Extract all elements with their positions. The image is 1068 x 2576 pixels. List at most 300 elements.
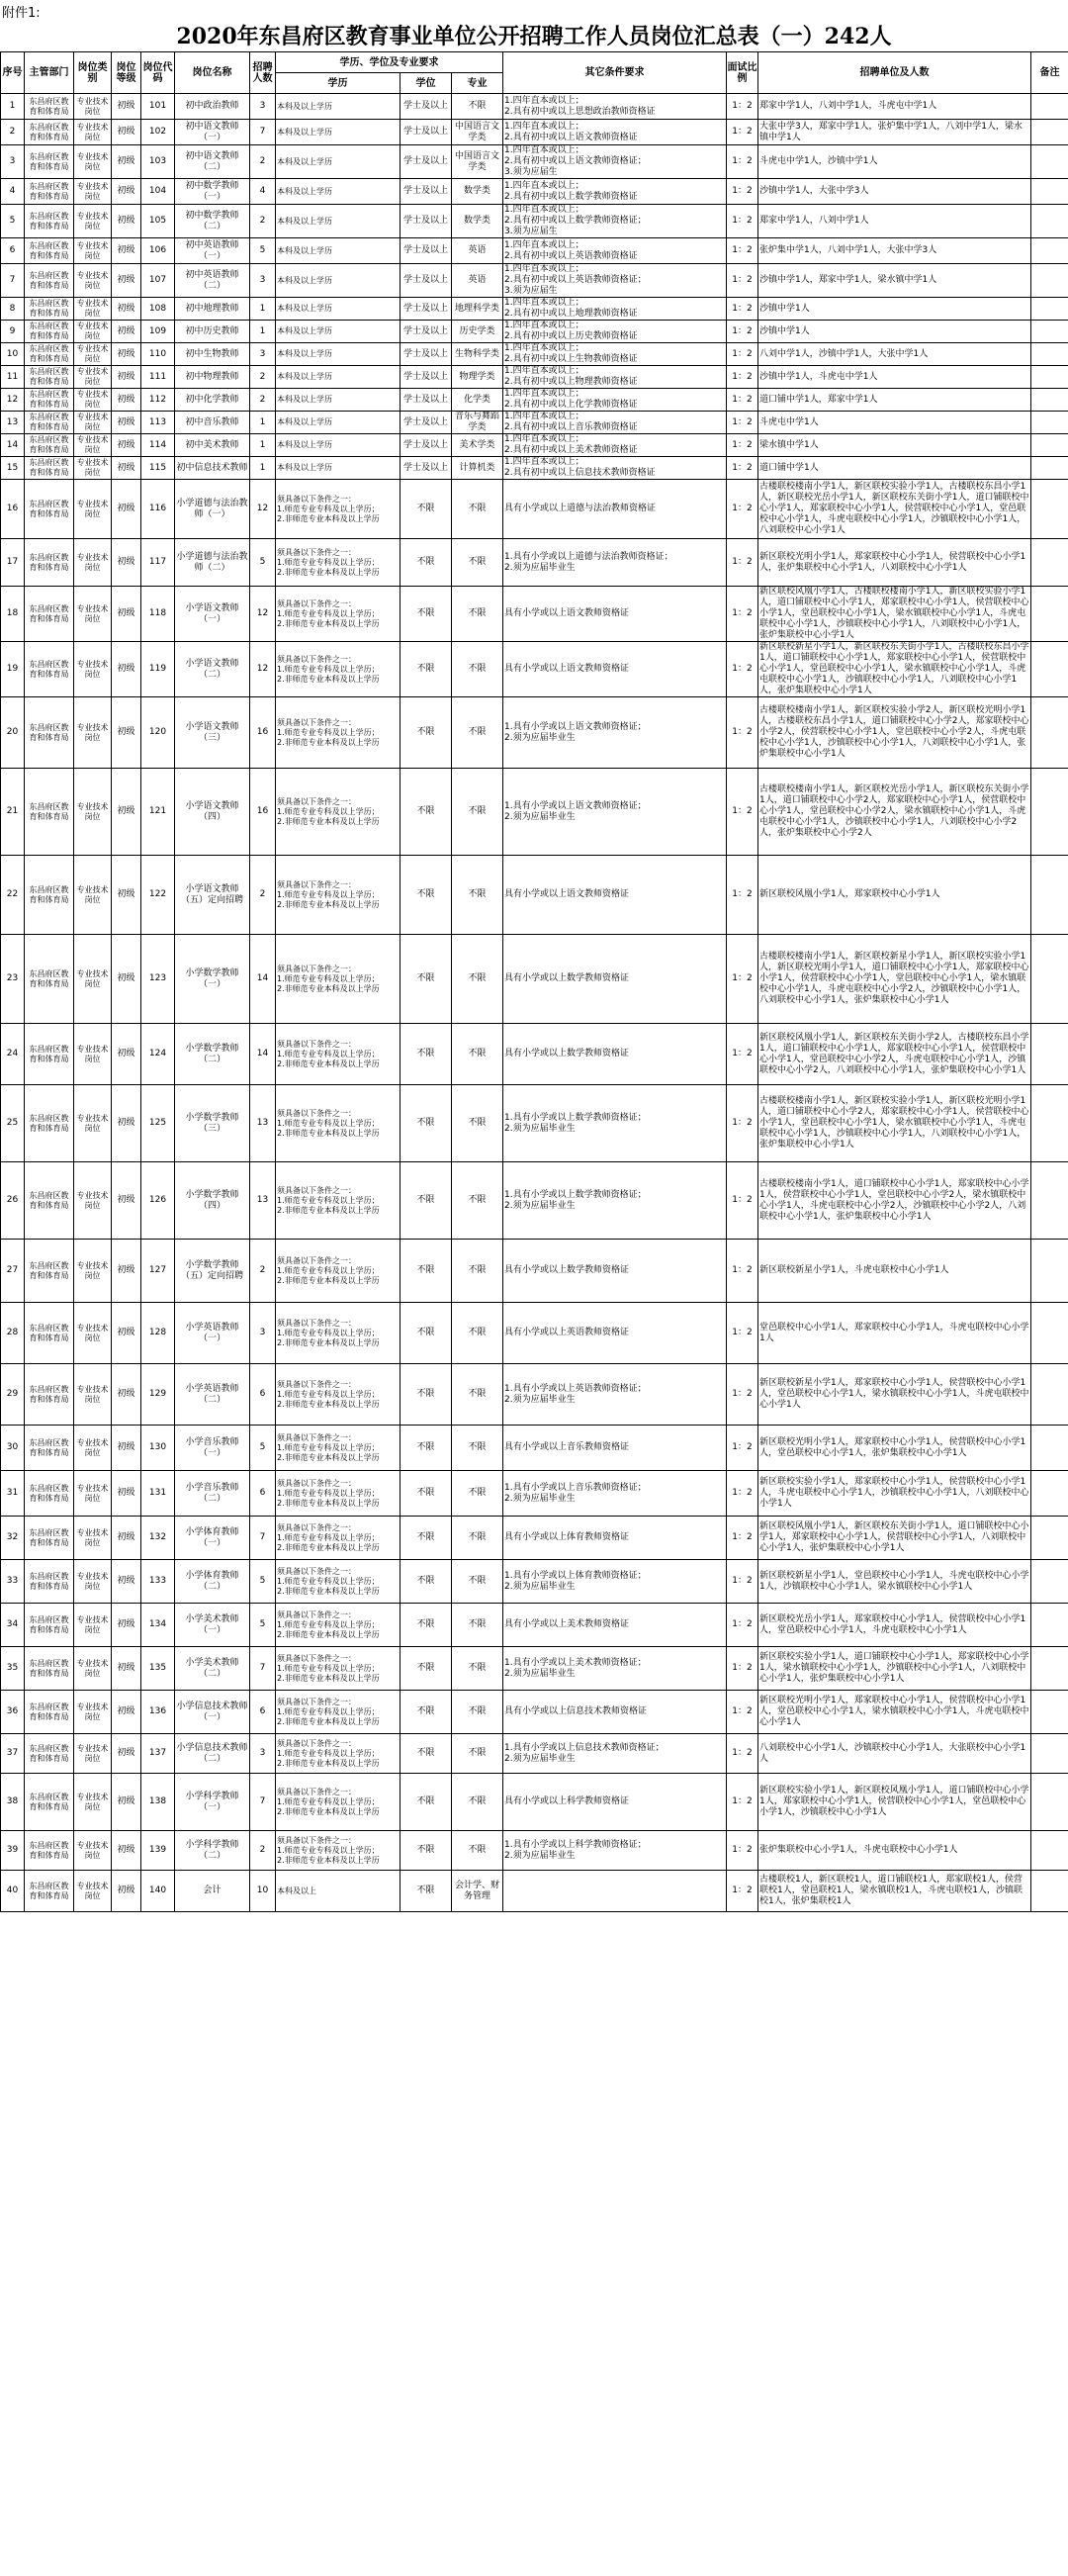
post-name-cell: 小学信息技术教师（二）	[175, 1734, 250, 1774]
dept-cell: 东昌府区教育和体育局	[25, 389, 74, 412]
remark-cell	[1031, 298, 1068, 321]
level-cell: 初级	[112, 412, 141, 434]
dept-cell: 东昌府区教育和体育局	[25, 1085, 74, 1162]
header-edu: 学历	[276, 73, 400, 94]
remark-cell	[1031, 1303, 1068, 1364]
major-cell: 不限	[452, 1240, 503, 1303]
units-cell: 新区联校新星小学1人，郑家联校中心小学1人，侯营联校中心小学1人，堂邑联校中心小学1人，梁水镇联校中心小学1人，斗虎屯联校中心小学1人	[758, 1364, 1031, 1426]
ratio-cell: 1：2	[727, 145, 758, 179]
units-cell: 郑家中学1人，八刘中学1人，斗虎屯中学1人	[758, 94, 1031, 120]
other-cell: 1.四年直本或以上； 2.具有初中或以上物理教师资格证	[503, 366, 727, 389]
level-cell: 初级	[112, 238, 141, 264]
other-cell: 具有小学或以上道德与法治教师资格证	[503, 480, 727, 539]
ratio-cell: 1：2	[727, 94, 758, 120]
post-name-cell: 小学美术教师（二）	[175, 1647, 250, 1691]
category-cell: 专业技术岗位	[74, 587, 112, 642]
category-cell: 专业技术岗位	[74, 389, 112, 412]
dept-cell: 东昌府区教育和体育局	[25, 321, 74, 343]
table-row	[1, 1085, 1068, 1162]
remark-cell	[1031, 238, 1068, 264]
units-cell: 新区联校新星小学1人，堂邑联校中心小学1人，斗虎屯联校中心小学1人，沙镇联校中心小学1人，梁水镇联校中心小学1人	[758, 1560, 1031, 1604]
degree-cell: 不限	[400, 1604, 452, 1647]
other-cell: 1.四年直本或以上； 2.具有初中或以上语文教师资格证	[503, 120, 727, 145]
dept-cell: 东昌府区教育和体育局	[25, 1240, 74, 1303]
table-row	[1, 1471, 1068, 1517]
category-cell: 专业技术岗位	[74, 1604, 112, 1647]
code-cell: 126	[141, 1162, 175, 1240]
dept-cell: 东昌府区教育和体育局	[25, 697, 74, 769]
code-cell: 132	[141, 1517, 175, 1560]
remark-cell	[1031, 1691, 1068, 1734]
major-cell: 地理科学类	[452, 298, 503, 321]
row-number: 11	[1, 366, 25, 389]
dept-cell: 东昌府区教育和体育局	[25, 205, 74, 238]
row-number: 22	[1, 856, 25, 935]
level-cell: 初级	[112, 1691, 141, 1734]
degree-cell: 学士及以上	[400, 412, 452, 434]
category-cell: 专业技术岗位	[74, 769, 112, 856]
edu-cell: 须具备以下条件之一： 1.师范专业专科及以上学历； 2.非师范专业本科及以上学历	[276, 856, 400, 935]
units-cell: 道口铺中学1人，郑家中学1人	[758, 389, 1031, 412]
count-cell: 1	[250, 434, 276, 457]
remark-cell	[1031, 1831, 1068, 1871]
major-cell: 不限	[452, 1560, 503, 1604]
other-cell: 具有小学或以上科学教师资格证	[503, 1774, 727, 1831]
post-name-cell: 初中美术教师	[175, 434, 250, 457]
count-cell: 3	[250, 1734, 276, 1774]
category-cell: 专业技术岗位	[74, 120, 112, 145]
code-cell: 131	[141, 1471, 175, 1517]
table-row	[1, 1691, 1068, 1734]
edu-cell: 须具备以下条件之一： 1.师范专业专科及以上学历； 2.非师范专业本科及以上学历	[276, 587, 400, 642]
other-cell: 具有小学或以上音乐教师资格证	[503, 1426, 727, 1471]
ratio-cell: 1：2	[727, 769, 758, 856]
dept-cell: 东昌府区教育和体育局	[25, 642, 74, 697]
row-number: 1	[1, 94, 25, 120]
count-cell: 2	[250, 1240, 276, 1303]
level-cell: 初级	[112, 1831, 141, 1871]
post-name-cell: 小学数学教师（四）	[175, 1162, 250, 1240]
remark-cell	[1031, 1162, 1068, 1240]
header-edu-group: 学历、学位及专业要求	[276, 52, 503, 73]
code-cell: 128	[141, 1303, 175, 1364]
major-cell: 英语	[452, 264, 503, 298]
code-cell: 134	[141, 1604, 175, 1647]
post-name-cell: 小学体育教师（二）	[175, 1560, 250, 1604]
units-cell: 郑家中学1人，八刘中学1人	[758, 205, 1031, 238]
edu-cell: 须具备以下条件之一： 1.师范专业专科及以上学历； 2.非师范专业本科及以上学历	[276, 1364, 400, 1426]
row-number: 14	[1, 434, 25, 457]
other-cell: 1.具有小学或以上数学教师资格证； 2.须为应届毕业生	[503, 1085, 727, 1162]
edu-cell: 本科及以上学历	[276, 238, 400, 264]
units-cell: 新区联校新星小学1人，斗虎屯联校中心小学1人	[758, 1240, 1031, 1303]
level-cell: 初级	[112, 642, 141, 697]
code-cell: 102	[141, 120, 175, 145]
degree-cell: 学士及以上	[400, 94, 452, 120]
degree-cell: 不限	[400, 587, 452, 642]
degree-cell: 不限	[400, 1162, 452, 1240]
row-number: 8	[1, 298, 25, 321]
code-cell: 108	[141, 298, 175, 321]
ratio-cell: 1：2	[727, 1364, 758, 1426]
table-row	[1, 697, 1068, 769]
level-cell: 初级	[112, 587, 141, 642]
category-cell: 专业技术岗位	[74, 145, 112, 179]
other-cell: 具有小学或以上数学教师资格证	[503, 1240, 727, 1303]
header-category: 岗位类别	[74, 52, 112, 94]
level-cell: 初级	[112, 457, 141, 480]
units-cell: 新区联校实验小学1人，郑家联校中心小学1人，侯营联校中心小学1人，斗虎屯联校中心小学1人，沙镇联校中心小学1人，八刘联校中心小学1人	[758, 1471, 1031, 1517]
other-cell: 1.具有小学或以上语文教师资格证； 2.须为应届毕业生	[503, 769, 727, 856]
table-row	[1, 145, 1068, 179]
units-cell: 新区联校实验小学1人，新区联校风凰小学1人，道口铺联校中心小学1人，郑家联校中心小学1人，侯营联校中心小学1人，堂邑联校中心小学1人，沙镇联校中心小学1人	[758, 1774, 1031, 1831]
post-name-cell: 初中地理教师	[175, 298, 250, 321]
other-cell: 1.四年直本或以上； 2.具有初中或以上生物教师资格证	[503, 343, 727, 366]
remark-cell	[1031, 1774, 1068, 1831]
degree-cell: 不限	[400, 856, 452, 935]
row-number: 37	[1, 1734, 25, 1774]
count-cell: 14	[250, 1024, 276, 1085]
code-cell: 109	[141, 321, 175, 343]
count-cell: 3	[250, 94, 276, 120]
header-ratio: 面试比例	[727, 52, 758, 94]
edu-cell: 本科及以上学历	[276, 145, 400, 179]
count-cell: 1	[250, 412, 276, 434]
category-cell: 专业技术岗位	[74, 1647, 112, 1691]
degree-cell: 不限	[400, 1240, 452, 1303]
category-cell: 专业技术岗位	[74, 1517, 112, 1560]
code-cell: 110	[141, 343, 175, 366]
other-cell: 具有小学或以上信息技术教师资格证	[503, 1691, 727, 1734]
table-row	[1, 480, 1068, 539]
count-cell: 2	[250, 389, 276, 412]
edu-cell: 须具备以下条件之一： 1.师范专业专科及以上学历； 2.非师范专业本科及以上学历	[276, 1162, 400, 1240]
table-row	[1, 1364, 1068, 1426]
row-number: 34	[1, 1604, 25, 1647]
header-level: 岗位等级	[112, 52, 141, 94]
major-cell: 数学类	[452, 179, 503, 205]
post-name-cell: 小学体育教师（一）	[175, 1517, 250, 1560]
other-cell: 具有小学或以上语文教师资格证	[503, 642, 727, 697]
edu-cell: 须具备以下条件之一： 1.师范专业专科及以上学历； 2.非师范专业本科及以上学历	[276, 539, 400, 587]
count-cell: 13	[250, 1085, 276, 1162]
count-cell: 6	[250, 1364, 276, 1426]
code-cell: 129	[141, 1364, 175, 1426]
code-cell: 101	[141, 94, 175, 120]
post-name-cell: 小学语文教师（三）	[175, 697, 250, 769]
code-cell: 114	[141, 434, 175, 457]
row-number: 15	[1, 457, 25, 480]
post-name-cell: 初中语文教师（二）	[175, 145, 250, 179]
code-cell: 116	[141, 480, 175, 539]
post-name-cell: 小学数学教师（五）定向招聘	[175, 1240, 250, 1303]
ratio-cell: 1：2	[727, 587, 758, 642]
code-cell: 112	[141, 389, 175, 412]
post-name-cell: 小学数学教师（三）	[175, 1085, 250, 1162]
row-number: 33	[1, 1560, 25, 1604]
dept-cell: 东昌府区教育和体育局	[25, 480, 74, 539]
major-cell: 美术学类	[452, 434, 503, 457]
count-cell: 14	[250, 935, 276, 1024]
post-name-cell: 初中数学教师（一）	[175, 179, 250, 205]
count-cell: 7	[250, 1647, 276, 1691]
degree-cell: 学士及以上	[400, 457, 452, 480]
degree-cell: 不限	[400, 935, 452, 1024]
edu-cell: 本科及以上学历	[276, 321, 400, 343]
degree-cell: 不限	[400, 1085, 452, 1162]
remark-cell	[1031, 480, 1068, 539]
category-cell: 专业技术岗位	[74, 457, 112, 480]
dept-cell: 东昌府区教育和体育局	[25, 1560, 74, 1604]
level-cell: 初级	[112, 434, 141, 457]
units-cell: 斗虎屯中学1人	[758, 412, 1031, 434]
ratio-cell: 1：2	[727, 1303, 758, 1364]
level-cell: 初级	[112, 1426, 141, 1471]
degree-cell: 不限	[400, 1691, 452, 1734]
level-cell: 初级	[112, 480, 141, 539]
degree-cell: 不限	[400, 480, 452, 539]
units-cell: 古楼联校楼南小学1人，道口铺联校中心小学1人，郑家联校中心小学1人，侯营联校中心小学1人，堂邑联校中心小学2人，梁水镇联校中心小学1人，斗虎屯联校中心小学2人，沙镇联校中心小学2人，八刘联校中心小学1人，张炉集联校中心小学1人	[758, 1162, 1031, 1240]
post-name-cell: 小学数学教师（二）	[175, 1024, 250, 1085]
level-cell: 初级	[112, 1604, 141, 1647]
code-cell: 123	[141, 935, 175, 1024]
row-number: 29	[1, 1364, 25, 1426]
remark-cell	[1031, 1647, 1068, 1691]
remark-cell	[1031, 1871, 1068, 1912]
row-number: 39	[1, 1831, 25, 1871]
ratio-cell: 1：2	[727, 1604, 758, 1647]
other-cell: 1.四年直本或以上； 2.具有初中或以上音乐教师资格证	[503, 412, 727, 434]
code-cell: 133	[141, 1560, 175, 1604]
post-name-cell: 小学语文教师（四）	[175, 769, 250, 856]
units-cell: 古楼联校楼南小学1人，新区联校实验小学1人，古楼联校东昌小学1人，新区联校光岳小学1人，新区联校东关街小学1人，道口铺联校中心小学1人，郑家联校中心小学1人，侯营联校中心小学1人，堂邑联校中心小学1人，斗虎屯联校中心小学1人，沙镇联校中心小学1人，八刘联校中心小学1人	[758, 480, 1031, 539]
dept-cell: 东昌府区教育和体育局	[25, 1426, 74, 1471]
other-cell: 1.具有小学或以上英语教师资格证； 2.须为应届毕业生	[503, 1364, 727, 1426]
category-cell: 专业技术岗位	[74, 238, 112, 264]
other-cell: 具有小学或以上美术教师资格证	[503, 1604, 727, 1647]
other-cell: 1.四年直本或以上； 2.具有初中或以上思想政治教师资格证	[503, 94, 727, 120]
ratio-cell: 1：2	[727, 238, 758, 264]
units-cell: 沙镇中学1人	[758, 321, 1031, 343]
table-row	[1, 205, 1068, 238]
remark-cell	[1031, 935, 1068, 1024]
dept-cell: 东昌府区教育和体育局	[25, 1774, 74, 1831]
major-cell: 不限	[452, 642, 503, 697]
count-cell: 7	[250, 1774, 276, 1831]
units-cell: 新区联校光明小学1人，郑家联校中心小学1人，侯营联校中心小学1人，堂邑联校中心小学1人，张炉集联校中心小学1人	[758, 1426, 1031, 1471]
edu-cell: 须具备以下条件之一： 1.师范专业专科及以上学历； 2.非师范专业本科及以上学历	[276, 1734, 400, 1774]
ratio-cell: 1：2	[727, 480, 758, 539]
degree-cell: 不限	[400, 642, 452, 697]
count-cell: 10	[250, 1871, 276, 1912]
code-cell: 124	[141, 1024, 175, 1085]
dept-cell: 东昌府区教育和体育局	[25, 94, 74, 120]
code-cell: 106	[141, 238, 175, 264]
table-row	[1, 769, 1068, 856]
dept-cell: 东昌府区教育和体育局	[25, 1871, 74, 1912]
units-cell: 沙镇中学1人，大张中学3人	[758, 179, 1031, 205]
ratio-cell: 1：2	[727, 412, 758, 434]
level-cell: 初级	[112, 1364, 141, 1426]
edu-cell: 须具备以下条件之一： 1.师范专业专科及以上学历； 2.非师范专业本科及以上学历	[276, 1604, 400, 1647]
table-row	[1, 1647, 1068, 1691]
row-number: 24	[1, 1024, 25, 1085]
edu-cell: 本科及以上学历	[276, 366, 400, 389]
ratio-cell: 1：2	[727, 1240, 758, 1303]
row-number: 18	[1, 587, 25, 642]
category-cell: 专业技术岗位	[74, 642, 112, 697]
remark-cell	[1031, 539, 1068, 587]
major-cell: 不限	[452, 1774, 503, 1831]
count-cell: 12	[250, 587, 276, 642]
post-name-cell: 小学科学教师（一）	[175, 1774, 250, 1831]
units-cell: 新区联校新星小学1人，新区联校东关街小学1人，古楼联校东昌小学1人，道口铺联校中心小学1人，郑家联校中心小学1人，侯营联校中心小学1人，堂邑联校中心小学1人，梁水镇联校中心小学1人，斗虎屯联校中心小学1人，沙镇联校中心小学1人，八刘联校中心小学1人，张炉集联校中心小学1人	[758, 642, 1031, 697]
major-cell: 会计学、财务管理	[452, 1871, 503, 1912]
level-cell: 初级	[112, 697, 141, 769]
major-cell: 不限	[452, 1604, 503, 1647]
header-remark: 备注	[1031, 52, 1068, 94]
row-number: 13	[1, 412, 25, 434]
major-cell: 中国语言文学类	[452, 120, 503, 145]
level-cell: 初级	[112, 145, 141, 179]
table-row	[1, 321, 1068, 343]
table-row	[1, 389, 1068, 412]
level-cell: 初级	[112, 366, 141, 389]
row-number: 32	[1, 1517, 25, 1560]
row-number: 21	[1, 769, 25, 856]
code-cell: 137	[141, 1734, 175, 1774]
category-cell: 专业技术岗位	[74, 1471, 112, 1517]
category-cell: 专业技术岗位	[74, 94, 112, 120]
major-cell: 化学类	[452, 389, 503, 412]
remark-cell	[1031, 366, 1068, 389]
degree-cell: 不限	[400, 1471, 452, 1517]
major-cell: 不限	[452, 539, 503, 587]
edu-cell: 须具备以下条件之一： 1.师范专业专科及以上学历； 2.非师范专业本科及以上学历	[276, 1471, 400, 1517]
post-name-cell: 初中化学教师	[175, 389, 250, 412]
remark-cell	[1031, 587, 1068, 642]
count-cell: 2	[250, 205, 276, 238]
remark-cell	[1031, 179, 1068, 205]
degree-cell: 不限	[400, 1517, 452, 1560]
level-cell: 初级	[112, 389, 141, 412]
header-other: 其它条件要求	[503, 52, 727, 94]
category-cell: 专业技术岗位	[74, 179, 112, 205]
post-name-cell: 初中音乐教师	[175, 412, 250, 434]
table-row	[1, 642, 1068, 697]
count-cell: 16	[250, 769, 276, 856]
table-row	[1, 935, 1068, 1024]
table-row	[1, 179, 1068, 205]
major-cell: 不限	[452, 1162, 503, 1240]
dept-cell: 东昌府区教育和体育局	[25, 457, 74, 480]
code-cell: 107	[141, 264, 175, 298]
remark-cell	[1031, 697, 1068, 769]
other-cell: 1.具有小学或以上美术教师资格证； 2.须为应届毕业生	[503, 1647, 727, 1691]
row-number: 38	[1, 1774, 25, 1831]
ratio-cell: 1：2	[727, 1774, 758, 1831]
code-cell: 135	[141, 1647, 175, 1691]
count-cell: 1	[250, 298, 276, 321]
row-number: 12	[1, 389, 25, 412]
count-cell: 16	[250, 697, 276, 769]
units-cell: 古楼联校楼南小学1人，新区联校实验小学2人，新区联校光明小学1人，古楼联校东昌小学1人，道口铺联校中心小学2人，郑家联校中心小学2人，侯营联校中心小学1人，堂邑联校中心小学2人，斗虎屯联校中心小学1人，沙镇联校中心小学1人，八刘联校中心小学1人，张炉集联校中心小学1人	[758, 697, 1031, 769]
edu-cell: 须具备以下条件之一： 1.师范专业专科及以上学历； 2.非师范专业本科及以上学历	[276, 769, 400, 856]
count-cell: 12	[250, 480, 276, 539]
remark-cell	[1031, 412, 1068, 434]
category-cell: 专业技术岗位	[74, 1085, 112, 1162]
edu-cell: 须具备以下条件之一： 1.师范专业专科及以上学历； 2.非师范专业本科及以上学历	[276, 480, 400, 539]
row-number: 3	[1, 145, 25, 179]
category-cell: 专业技术岗位	[74, 1162, 112, 1240]
level-cell: 初级	[112, 1085, 141, 1162]
units-cell: 新区联校光岳小学1人，郑家联校中心小学1人，侯营联校中心小学1人，堂邑联校中心小学1人，斗虎屯联校中心小学1人	[758, 1604, 1031, 1647]
table-row	[1, 264, 1068, 298]
major-cell: 数学类	[452, 205, 503, 238]
remark-cell	[1031, 856, 1068, 935]
units-cell: 新区联校实验小学1人，道口铺联校中心小学1人，郑家联校中心小学1人，梁水镇联校中心小学1人，沙镇联校中心小学1人，八刘联校中心小学1人，张炉集联校中心小学1人	[758, 1647, 1031, 1691]
header-dept: 主管部门	[25, 52, 74, 94]
other-cell: 具有小学或以上语文教师资格证	[503, 587, 727, 642]
count-cell: 6	[250, 1691, 276, 1734]
ratio-cell: 1：2	[727, 264, 758, 298]
edu-cell: 须具备以下条件之一： 1.师范专业专科及以上学历； 2.非师范专业本科及以上学历	[276, 697, 400, 769]
major-cell: 物理学类	[452, 366, 503, 389]
header-seq: 序号	[1, 52, 25, 94]
table-row	[1, 434, 1068, 457]
ratio-cell: 1：2	[727, 366, 758, 389]
row-number: 2	[1, 120, 25, 145]
other-cell: 具有小学或以上体育教师资格证	[503, 1517, 727, 1560]
category-cell: 专业技术岗位	[74, 480, 112, 539]
major-cell: 中国语言文学类	[452, 145, 503, 179]
row-number: 16	[1, 480, 25, 539]
degree-cell: 不限	[400, 1364, 452, 1426]
post-name-cell: 小学道德与法治教师（二）	[175, 539, 250, 587]
degree-cell: 学士及以上	[400, 205, 452, 238]
units-cell: 古楼联校楼南小学1人，新区联校实验小学1人，新区联校光明小学1人，道口铺联校中心小学2人，郑家联校中心小学1人，侯营联校中心小学1人，堂邑联校中心小学1人，梁水镇联校中心小学1人，斗虎屯联校中心小学1人，沙镇联校中心小学1人，八刘联校中心小学1人，张炉集联校中心小学1人	[758, 1085, 1031, 1162]
level-cell: 初级	[112, 1774, 141, 1831]
post-name-cell: 初中英语教师（二）	[175, 264, 250, 298]
dept-cell: 东昌府区教育和体育局	[25, 120, 74, 145]
remark-cell	[1031, 1471, 1068, 1517]
other-cell: 1.具有小学或以上语文教师资格证； 2.须为应届毕业生	[503, 697, 727, 769]
major-cell: 不限	[452, 1831, 503, 1871]
post-name-cell: 初中政治教师	[175, 94, 250, 120]
recruitment-table	[0, 51, 1068, 1912]
level-cell: 初级	[112, 1560, 141, 1604]
edu-cell: 本科及以上学历	[276, 434, 400, 457]
other-cell: 1.具有小学或以上体育教师资格证； 2.须为应届毕业生	[503, 1560, 727, 1604]
units-cell: 沙镇中学1人，郑家中学1人，梁水镇中学1人	[758, 264, 1031, 298]
edu-cell: 本科及以上学历	[276, 389, 400, 412]
remark-cell	[1031, 94, 1068, 120]
post-name-cell: 小学语文教师（二）	[175, 642, 250, 697]
edu-cell: 须具备以下条件之一： 1.师范专业专科及以上学历； 2.非师范专业本科及以上学历	[276, 935, 400, 1024]
major-cell: 不限	[452, 769, 503, 856]
dept-cell: 东昌府区教育和体育局	[25, 412, 74, 434]
other-cell: 具有小学或以上数学教师资格证	[503, 1024, 727, 1085]
count-cell: 7	[250, 1517, 276, 1560]
major-cell: 不限	[452, 935, 503, 1024]
post-name-cell: 小学信息技术教师（一）	[175, 1691, 250, 1734]
dept-cell: 东昌府区教育和体育局	[25, 856, 74, 935]
category-cell: 专业技术岗位	[74, 321, 112, 343]
edu-cell: 须具备以下条件之一： 1.师范专业专科及以上学历； 2.非师范专业本科及以上学历	[276, 1024, 400, 1085]
level-cell: 初级	[112, 1734, 141, 1774]
ratio-cell: 1：2	[727, 434, 758, 457]
units-cell: 梁水镇中学1人	[758, 434, 1031, 457]
